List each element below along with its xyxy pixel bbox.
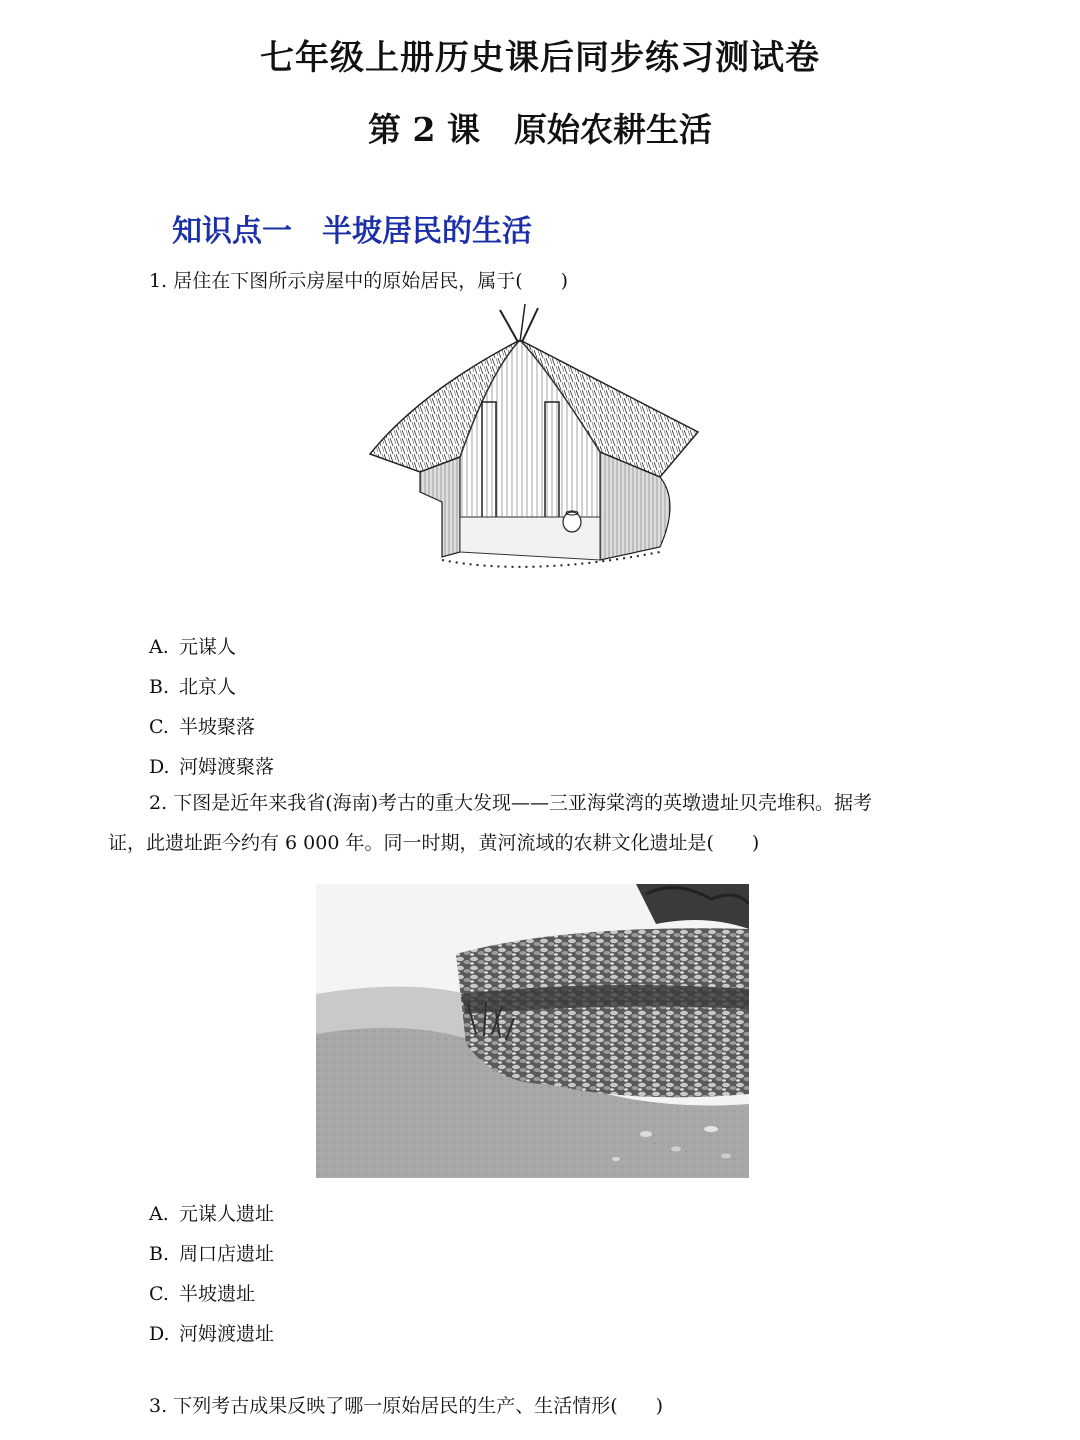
question-text-line1: 下图是近年来我省(海南)考古的重大发现——三亚海棠湾的英墩遗址贝壳堆积。据考 xyxy=(173,792,873,814)
q1-option-a: A. 元谋人 xyxy=(149,636,237,658)
lesson-number: 第 2 课 xyxy=(368,110,480,149)
question-number: 2. xyxy=(149,792,168,814)
question-text: 下列考古成果反映了哪一原始居民的生产、生活情形( ) xyxy=(173,1395,664,1417)
q1-option-d: D. 河姆渡聚落 xyxy=(149,756,275,778)
q2-option-c: C. 半坡遗址 xyxy=(149,1283,256,1305)
q2-option-b: B. 周口店遗址 xyxy=(149,1243,275,1265)
q1-option-c: C. 半坡聚落 xyxy=(149,716,256,738)
question-3 xyxy=(149,1395,663,1417)
q2-option-a: A. 元谋人遗址 xyxy=(149,1203,275,1225)
question-number: 1. xyxy=(149,270,168,292)
section-label: 知识点一 xyxy=(172,214,292,249)
banpo-house-illustration xyxy=(360,302,705,572)
lesson-title: 原始农耕生活 xyxy=(513,110,712,149)
lesson-heading xyxy=(0,104,1080,151)
q2-option-d: D. 河姆渡遗址 xyxy=(149,1323,275,1345)
shell-midden-photo xyxy=(316,884,749,1178)
question-2 xyxy=(149,792,872,814)
section-title: 半坡居民的生活 xyxy=(322,214,532,249)
question-1 xyxy=(149,270,568,292)
section-heading xyxy=(172,206,532,250)
question-number: 3. xyxy=(149,1395,168,1417)
q1-option-b: B. 北京人 xyxy=(149,676,237,698)
question-2-continued: 证，此遗址距今约有 6 000 年。同一时期，黄河流域的农耕文化遗址是( ) xyxy=(108,832,760,854)
question-text: 居住在下图所示房屋中的原始居民，属于( ) xyxy=(173,270,569,292)
worksheet-title: 七年级上册历史课后同步练习测试卷 xyxy=(260,38,820,78)
